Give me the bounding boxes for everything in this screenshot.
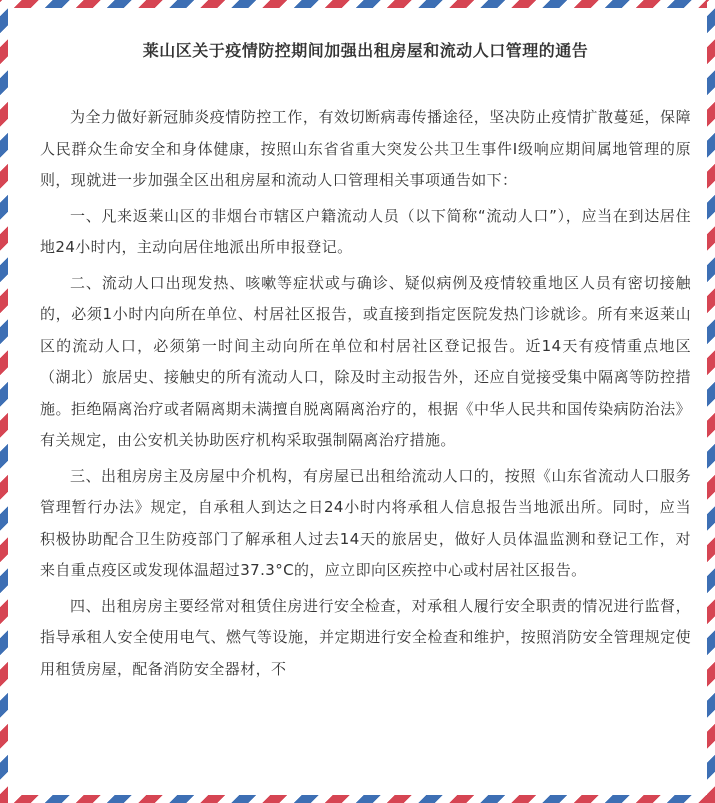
airmail-border-top	[0, 0, 715, 8]
notice-intro-paragraph: 为全力做好新冠肺炎疫情防控工作，有效切断病毒传播途径，坚决防止疫情扩散蔓延，保障人民群众生命安全和身体健康，按照山东省省重大突发公共卫生事件Ⅰ级响应期间属地管理的原则，现就进一步加强全区出租房屋和流动人口管理相关事项通告如下：	[40, 108, 691, 189]
airmail-border-bottom	[0, 795, 715, 803]
notice-clause-1: 一、凡来返莱山区的非烟台市辖区户籍流动人员（以下简称“流动人口”），应当在到达居住地24小时内，主动向居住地派出所申报登记。	[40, 206, 691, 256]
notice-clause-3: 三、出租房房主及房屋中介机构，有房屋已出租给流动人口的，按照《山东省流动人口服务管理暂行办法》规定，自承租人到达之日24小时内将承租人信息报告当地派出所。同时，应当积极协助配合卫生防疫部门了解承租人过去14天的旅居史，做好人员体温监测和登记工作，对来自重点疫区或发现体温超过37.3°C的，应立即向区疾控中心或村居社区报告。	[40, 466, 691, 579]
notice-clause-2: 二、流动人口出现发热、咳嗽等症状或与确诊、疑似病例及疫情较重地区人员有密切接触的，必须1小时内向所在单位、村居社区报告，或直接到指定医院发热门诊就诊。所有来返莱山区的流动人口，必须第一时间主动向所在单位和村居社区登记报告。近14天有疫情重点地区（湖北）旅居史、接触史的所有流动人口，除及时主动报告外，还应自觉接受集中隔离等防控措施。拒绝隔离治疗或者隔离期未满擅自脱离隔离治疗的，根据《中华人民共和国传染病防治法》有关规定，由公安机关协助医疗机构采取强制隔离治疗措施。	[40, 273, 691, 449]
airmail-border-right	[707, 0, 715, 803]
airmail-border-left	[0, 0, 8, 803]
notice-card	[8, 8, 707, 795]
notice-clause-4: 四、出租房房主要经常对租赁住房进行安全检查，对承租人履行安全职责的情况进行监督，指导承租人安全使用电气、燃气等设施，并定期进行安全检查和维护，按照消防安全管理规定使用租赁房屋，配备消防安全器材，不	[40, 596, 691, 678]
notice-body	[40, 30, 691, 689]
notice-title: 莱山区关于疫情防控期间加强出租房屋和流动人口管理的通告	[142, 41, 589, 60]
